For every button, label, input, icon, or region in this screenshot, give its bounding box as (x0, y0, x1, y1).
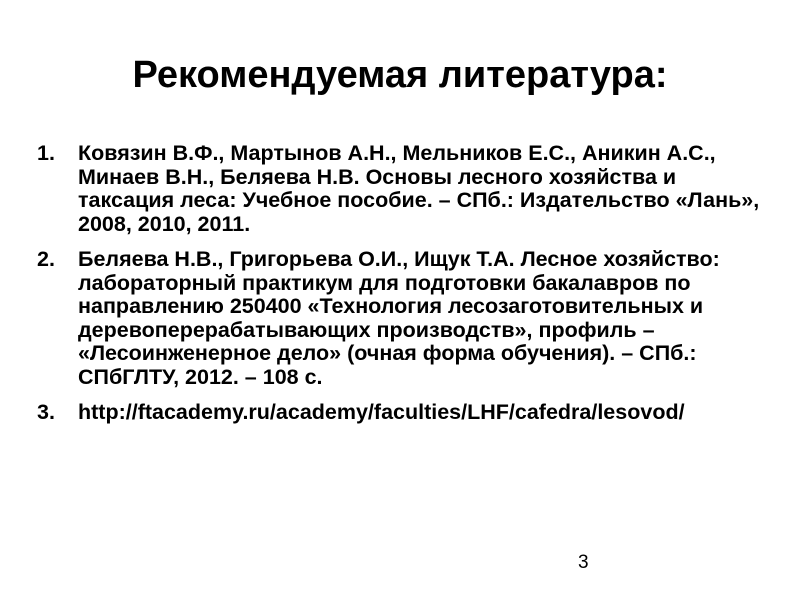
reference-item (37, 401, 762, 425)
page-number: 3 (578, 552, 589, 573)
reference-link[interactable]: http://ftacademy.ru/academy/faculties/LHF/cafedra/lesovod/ (78, 400, 685, 424)
reference-list (37, 142, 762, 437)
reference-number: 1. (37, 141, 55, 165)
reference-item (37, 248, 762, 389)
reference-number: 2. (37, 247, 55, 271)
reference-text: Беляева Н.В., Григорьева О.И., Ищук Т.А. Лесное хозяйство: лабораторный практикум для подготовки бакалавров по направлению 250400 «Технология лесозаготовительных и деревоперерабатывающих производств», профиль – «Лесоинженерное дело» (очная форма обучения). – СПб.: СПбГЛТУ, 2012. – 108 с. (78, 247, 720, 389)
reference-item (37, 142, 762, 236)
slide-title: Рекомендуемая литература: (132, 54, 668, 96)
reference-text: Ковязин В.Ф., Мартынов А.Н., Мельников Е.С., Аникин А.С., Минаев В.Н., Беляева Н.В. Основы лесного хозяйства и таксация леса: Учебное пособие. – СПб.: Издательство «Лань», 2008, 2010, 2011. (78, 141, 760, 236)
reference-number: 3. (37, 400, 55, 424)
